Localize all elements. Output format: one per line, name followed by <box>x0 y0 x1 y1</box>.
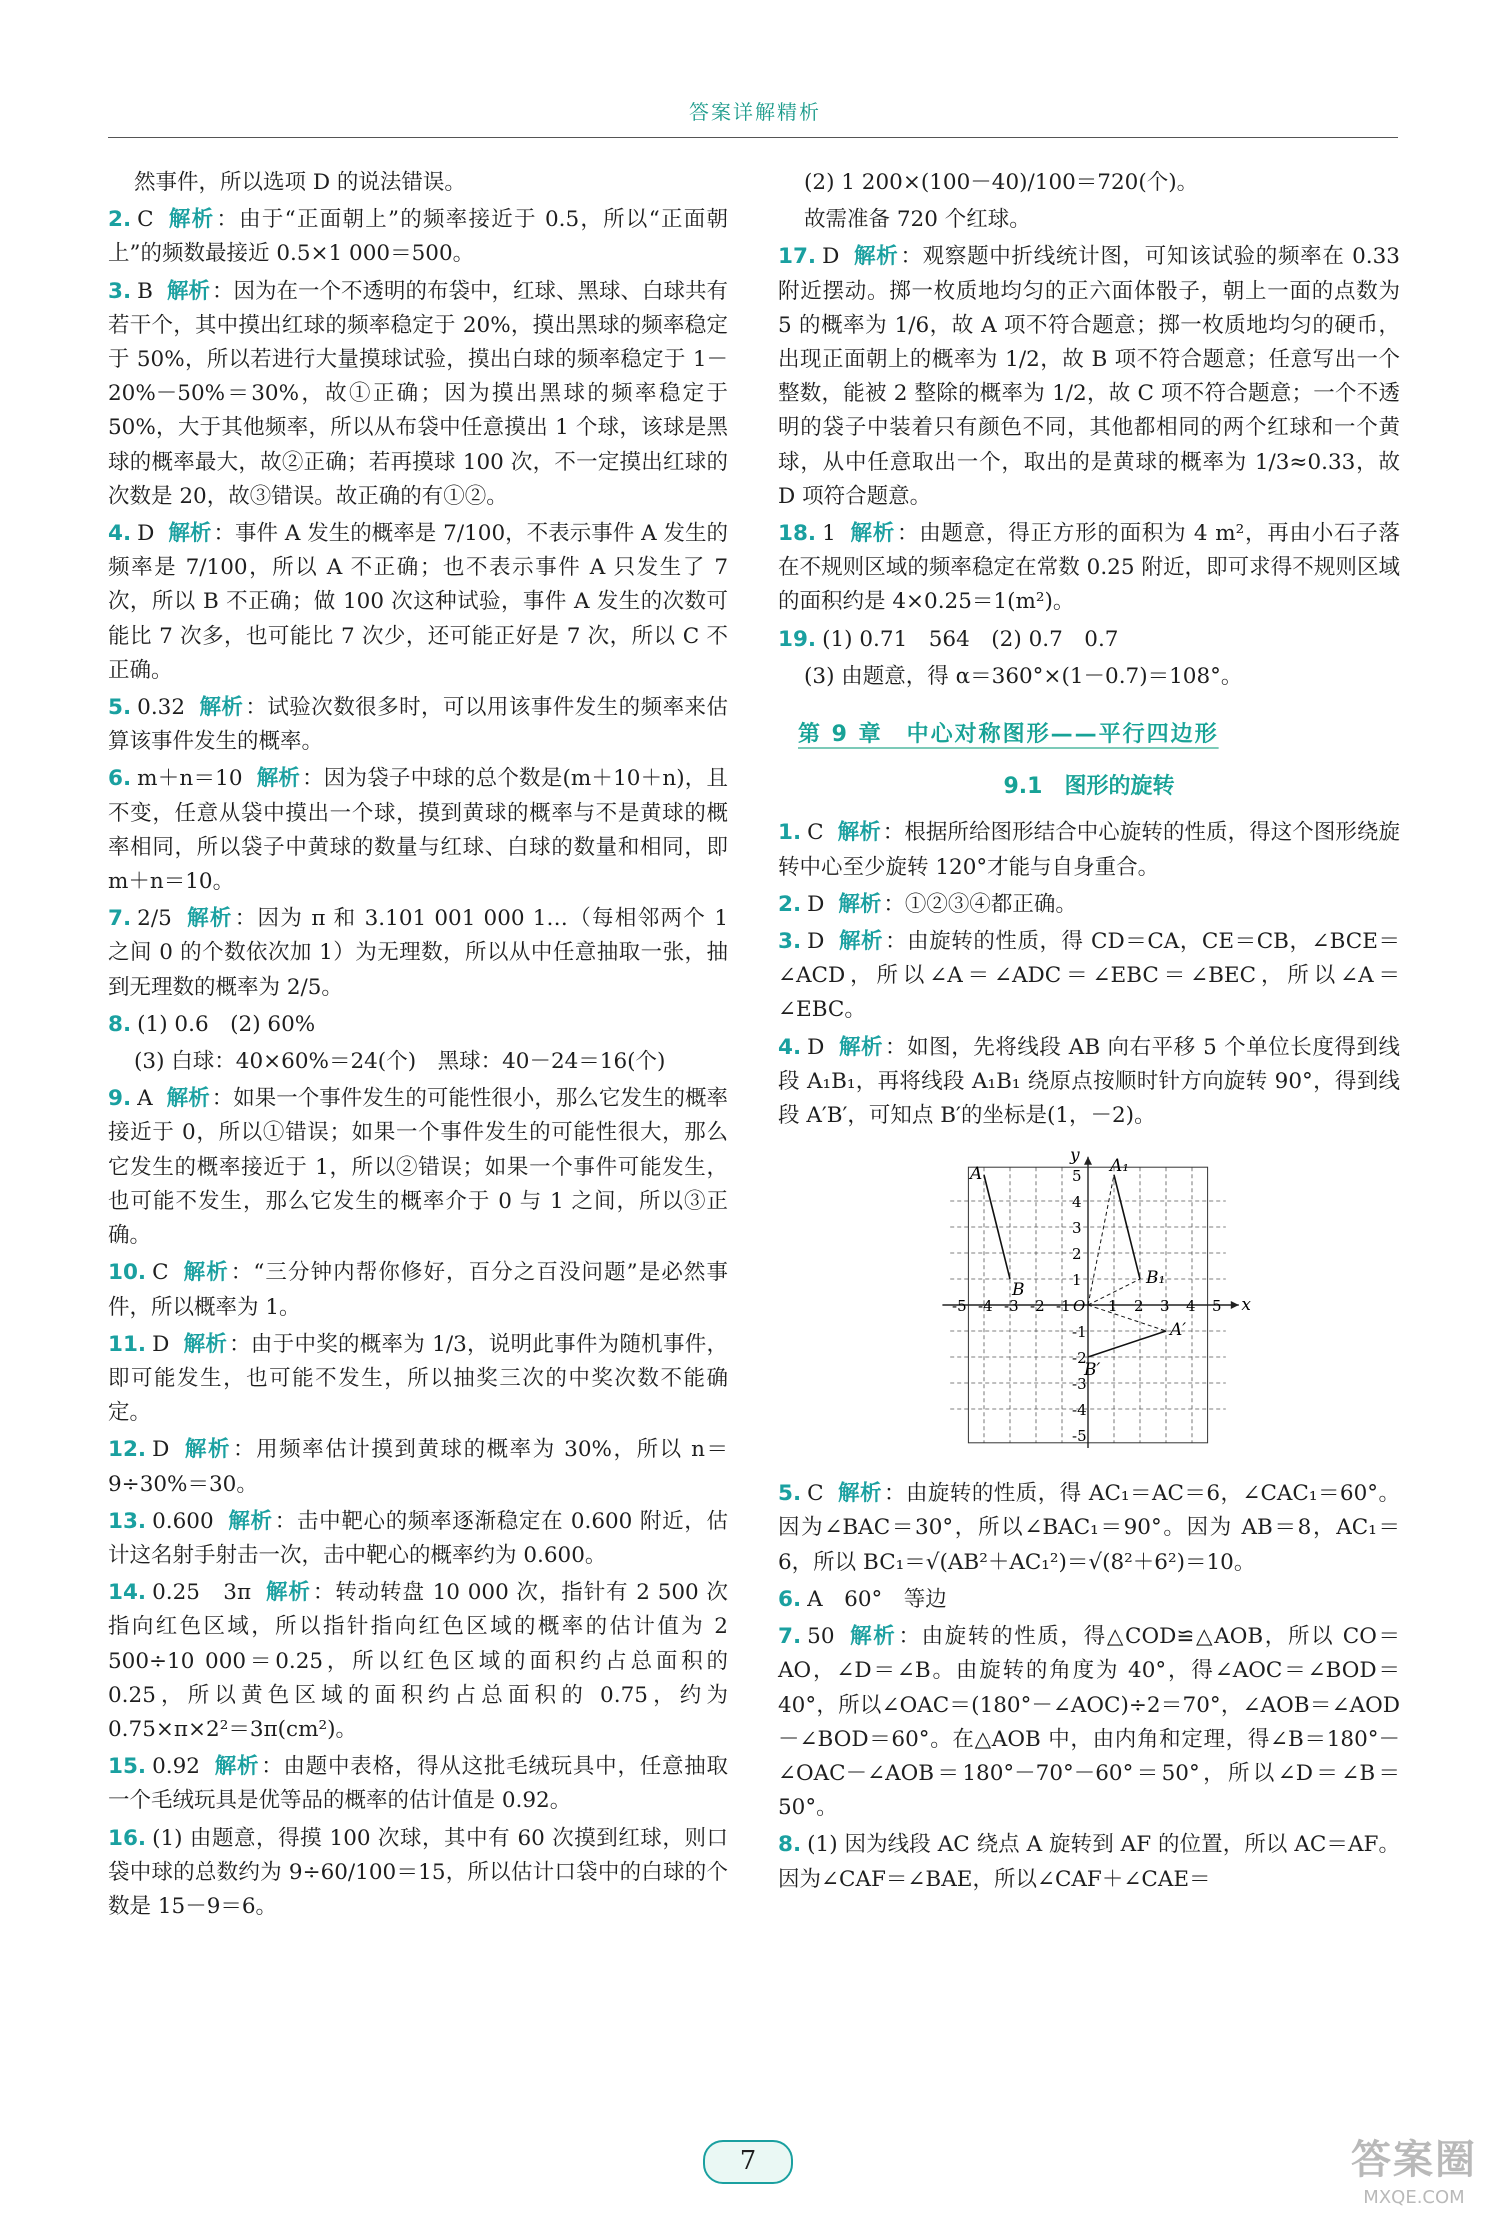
answer-item <box>778 1477 1400 1580</box>
x-tick-label: 1 <box>1108 1297 1118 1316</box>
answer-item <box>778 517 1400 620</box>
answer-item <box>108 1256 728 1324</box>
item-number: 7. <box>778 1624 802 1650</box>
x-tick-label: -1 <box>1056 1297 1071 1316</box>
item-number: 10. <box>108 1260 147 1286</box>
item-number: 8. <box>778 1832 802 1858</box>
x-tick-label: -4 <box>978 1297 993 1316</box>
item-answer: D <box>807 891 825 917</box>
right-answer-list-3 <box>778 1477 1400 1896</box>
item-text: ：因为在一个不透明的布袋中，红球、黑球、白球共有若干个，其中摸出红球的频率稳定于 20%，摸出黑球的频率稳定于 50%，所以若进行大量摸球试验，摸出白球的频率稳定于 1－20%－50%＝30%，故①正确；因为摸出黑球的频率稳定于 50%，大于其他频率，所以从布袋中任意摸出 1 个球，该球是黑球的概率最大，故②正确；若再摸球 100 次，不一定摸出红球的次数是 20，故③错误。故正确的有①②。 <box>108 278 728 509</box>
item-answer: 1 <box>822 521 836 547</box>
answer-item <box>108 1045 728 1079</box>
analysis-tag: 解析 <box>265 1580 311 1606</box>
y-tick-label: 1 <box>1072 1271 1082 1290</box>
item-text: (1) 因为线段 AC 绕点 A 旋转到 AF 的位置，所以 AC＝AF。因为∠CAF＝∠BAE，所以∠CAF＋∠CAE＝ <box>778 1832 1400 1892</box>
item-text: ：转动转盘 10 000 次，指针有 2 500 次指向红色区域，所以指针指向红色区域的概率的估计值为 2 500÷10 000＝0.25，所以红色区域的面积约占总面积的 0.25，所以黄色区域的面积约占总面积的 0.75，约为 0.75×π×2²＝3π(cm²)。 <box>108 1580 728 1742</box>
item-number: 4. <box>108 521 132 547</box>
item-text: (1) 由题意，得摸 100 次球，其中有 60 次摸到红球，则口袋中球的总数约为 9÷60/100＝15，所以估计口袋中的白球的个数是 15－9＝6。 <box>108 1825 728 1919</box>
item-text: (1) 0.6 (2) 60% <box>137 1011 316 1037</box>
point-label-a1: A₁ <box>1110 1156 1130 1177</box>
answer-item <box>108 1576 728 1747</box>
answer-item <box>778 240 1400 514</box>
answer-item <box>108 762 728 899</box>
analysis-tag: 解析 <box>183 1331 228 1357</box>
analysis-tag: 解析 <box>837 1481 882 1507</box>
dashed-OA2 <box>1088 1305 1166 1331</box>
analysis-tag: 解析 <box>849 521 896 547</box>
item-answer: D <box>137 521 155 547</box>
item-text: ：事件 A 发生的概率是 7/100，不表示事件 A 发生的频率是 7/100，所以 A 不正确；也不表示事件 A 只发生了 7 次，所以 B 不正确；做 100 次这种试验，事件 A 发生的次数可能比 7 次多，也可能比 7 次少，还可能正好是 7 次，所以 C 不正确。 <box>108 521 728 683</box>
answer-item <box>108 1505 728 1573</box>
watermark-logo: 答案圈 <box>1351 2137 1477 2183</box>
item-answer: 50 <box>807 1624 835 1650</box>
analysis-tag: 解析 <box>848 1624 897 1650</box>
analysis-tag: 解析 <box>168 521 212 547</box>
answer-item <box>778 660 1400 694</box>
item-number: 14. <box>108 1580 147 1606</box>
item-text: ：用频率估计摸到黄球的概率为 30%，所以 n＝9÷30%＝30。 <box>108 1437 728 1497</box>
answer-item <box>108 902 728 1005</box>
analysis-tag: 解析 <box>185 906 233 932</box>
answer-item <box>108 1328 728 1431</box>
answer-item <box>778 203 1400 237</box>
answer-item <box>108 1750 728 1818</box>
answer-item <box>108 1008 728 1042</box>
item-number: 5. <box>108 695 132 721</box>
item-answer: C <box>137 207 154 233</box>
y-tick-label: -1 <box>1072 1323 1087 1342</box>
item-text: ：“三分钟内帮你修好，百分之百没问题”是必然事件，所以概率为 1。 <box>108 1260 728 1320</box>
section-title: 9.1 图形的旋转 <box>1003 774 1175 800</box>
x-tick-label: -3 <box>1004 1297 1019 1316</box>
right-answer-list <box>778 166 1400 694</box>
chapter-title: 第 9 章 中心对称图形——平行四边形 <box>798 722 1219 748</box>
analysis-tag: 解析 <box>182 1260 229 1286</box>
item-answer: m＋n＝10 <box>137 766 243 792</box>
y-tick-label: 5 <box>1072 1167 1082 1186</box>
item-number: 2. <box>778 891 802 917</box>
item-text: ：①②③④都正确。 <box>883 891 1077 917</box>
watermark-url: MXQE.COM <box>1363 2187 1465 2208</box>
analysis-tag: 解析 <box>227 1508 273 1534</box>
item-answer: D <box>807 929 825 955</box>
header-title: 答案详解精析 <box>689 100 821 124</box>
analysis-tag: 解析 <box>166 278 210 304</box>
item-text: ：因为袋子中球的总个数是(m＋10＋n)，且不变，任意从袋中摸出一个球，摸到黄球的概率与不是黄球的概率相同，所以袋子中黄球的数量与红球、白球的数量和相同，即 m＋n＝10。 <box>108 766 728 895</box>
y-tick-label: -5 <box>1072 1427 1087 1446</box>
item-answer: 0.600 <box>152 1508 214 1534</box>
item-number: 3. <box>108 278 132 304</box>
answer-item <box>108 1822 728 1925</box>
point-label-b1: B₁ <box>1146 1268 1166 1289</box>
page-number: 7 <box>703 2140 793 2184</box>
item-text: ：击中靶心的频率逐渐稳定在 0.600 附近，估计这名射手射击一次，击中靶心的概率约为 0.600。 <box>108 1508 728 1568</box>
item-number: 1. <box>778 820 802 846</box>
item-text: (3) 由题意，得 α＝360°×(1－0.7)＝108°。 <box>804 663 1243 689</box>
x-tick-label: 5 <box>1212 1297 1222 1316</box>
analysis-tag: 解析 <box>166 1086 210 1112</box>
left-answer-list <box>108 166 728 1924</box>
item-number: 6. <box>108 766 132 792</box>
point-label-b: B <box>1012 1280 1025 1301</box>
answer-item <box>778 816 1400 884</box>
item-number: 15. <box>108 1754 147 1780</box>
answer-item <box>108 691 728 759</box>
item-number: 7. <box>108 906 132 932</box>
watermark <box>1330 2135 1498 2227</box>
item-text: ：由旋转的性质，得△COD≌△AOB，所以 CO＝AO，∠D＝∠B。由旋转的角度为 40°，得∠AOC＝∠BOD＝40°，所以∠OAC＝(180°－∠AOC)÷2＝70°，∠AOB＝∠AOD－∠BOD＝60°。在△AOB 中，由内角和定理，得∠B＝180°－∠OAC－∠AOB＝180°－70°－60°＝50°，所以∠D＝∠B＝50°。 <box>778 1624 1400 1821</box>
x-tick-label: 2 <box>1134 1297 1144 1316</box>
answer-item <box>778 1031 1400 1134</box>
answer-item <box>108 166 728 200</box>
item-text: A 60° 等边 <box>807 1586 947 1612</box>
analysis-tag: 解析 <box>256 766 301 792</box>
answer-item <box>778 1583 1400 1617</box>
point-label-a2: A′ <box>1170 1320 1187 1341</box>
y-axis-arrow <box>1084 1157 1092 1165</box>
item-text: ：如图，先将线段 AB 向右平移 5 个单位长度得到线段 A₁B₁，再将线段 A₁B₁ 绕原点按顺时针方向旋转 90°，得到线段 A′B′，可知点 B′的坐标是(1，－2)。 <box>778 1034 1400 1129</box>
item-answer: D <box>807 1034 825 1060</box>
y-tick-label: 3 <box>1072 1219 1082 1238</box>
y-tick-label: -2 <box>1072 1349 1087 1368</box>
point-label-a: A <box>970 1164 983 1185</box>
analysis-tag: 解析 <box>838 891 882 917</box>
analysis-tag: 解析 <box>853 244 899 270</box>
answer-item <box>108 1082 728 1253</box>
item-number: 12. <box>108 1437 147 1463</box>
item-answer: D <box>822 244 840 270</box>
right-answer-list-2 <box>778 816 1400 1133</box>
item-number: 2. <box>108 207 132 233</box>
item-number: 3. <box>778 929 802 955</box>
item-number: 8. <box>108 1011 132 1037</box>
header-divider <box>108 137 1398 138</box>
coordinate-graph <box>928 1145 1251 1455</box>
answer-item <box>108 1433 728 1501</box>
item-number: 6. <box>778 1586 802 1612</box>
item-text: (1) 0.71 564 (2) 0.7 0.7 <box>822 626 1119 652</box>
item-text: ：根据所给图形结合中心旋转的性质，得这个图形绕旋转中心至少旋转 120°才能与自身重合。 <box>778 820 1400 880</box>
item-text: ：由题中表格，得从这批毛绒玩具中，任意抽取一个毛绒玩具是优等品的概率的估计值是 0.92。 <box>108 1754 728 1814</box>
x-tick-label: -2 <box>1030 1297 1045 1316</box>
y-tick-label: 4 <box>1072 1193 1082 1212</box>
analysis-tag: 解析 <box>837 820 881 846</box>
answer-item <box>778 1828 1400 1896</box>
analysis-tag: 解析 <box>183 1437 232 1463</box>
answer-item <box>108 517 728 688</box>
item-text: ：由旋转的性质，得 CD＝CA，CE＝CB，∠BCE＝∠ACD，所以∠A＝∠ADC＝∠EBC＝∠BEC，所以∠A＝∠EBC。 <box>778 929 1400 1023</box>
origin-label: O <box>1073 1297 1086 1316</box>
item-text: ：由题意，得正方形的面积为 4 m²，再由小石子落在不规则区域的频率稳定在常数 0.25 附近，即可求得不规则区域的面积约是 4×0.25＝1(m²)。 <box>778 521 1400 615</box>
answer-item <box>778 888 1400 922</box>
item-number: 17. <box>778 244 817 270</box>
item-answer: C <box>807 820 824 846</box>
item-text: ：由旋转的性质，得 AC₁＝AC＝6，∠CAC₁＝60°。因为∠BAC＝30°，所以∠BAC₁＝90°。因为 AB＝8，AC₁＝6，所以 BC₁＝√(AB²＋AC₁²)＝√(8²＋6²)＝10。 <box>778 1481 1400 1575</box>
item-text: ：观察题中折线统计图，可知该试验的频率在 0.33 附近摆动。掷一枚质地均匀的正六面体骰子，朝上一面的点数为 5 的概率为 1/6，故 A 项不符合题意；掷一枚质地均匀的硬币，出现正面朝上的概率为 1/2，故 B 项不符合题意；任意写出一个整数，能被 2 整除的概率为 1/2，故 C 项不符合题意；一个不透明的袋子中装着只有颜色不同，其他都相同的两个红球和一个黄球，从中任意取出一个，取出的是黄球的概率为 1/3≈0.33，故 D 项符合题意。 <box>778 244 1400 509</box>
item-number: 19. <box>778 626 817 652</box>
item-number: 4. <box>778 1034 802 1060</box>
x-tick-label: 4 <box>1186 1297 1196 1316</box>
item-answer: 0.32 <box>137 695 186 721</box>
answer-item <box>108 203 728 271</box>
x-axis-arrow <box>1231 1301 1239 1309</box>
answer-item <box>778 1620 1400 1825</box>
analysis-tag: 解析 <box>838 929 884 955</box>
segment-A2B2 <box>1088 1331 1166 1357</box>
item-answer: C <box>807 1481 824 1507</box>
y-tick-label: -3 <box>1072 1375 1087 1394</box>
analysis-tag: 解析 <box>167 207 215 233</box>
item-answer: 0.25 3π <box>152 1580 252 1606</box>
analysis-tag: 解析 <box>838 1034 884 1060</box>
left-column <box>108 166 728 1927</box>
answer-item <box>778 166 1400 200</box>
item-text: (2) 1 200×(100－40)/100＝720(个)。 <box>804 170 1199 195</box>
item-answer: A <box>137 1086 153 1112</box>
item-number: 16. <box>108 1825 147 1851</box>
item-number: 9. <box>108 1086 132 1112</box>
y-axis-label: y <box>1070 1145 1080 1166</box>
analysis-tag: 解析 <box>213 1754 260 1780</box>
item-text: ：试验次数很多时，可以用该事件发生的频率来估算该事件发生的概率。 <box>108 695 728 755</box>
item-number: 18. <box>778 521 817 547</box>
answer-item <box>778 623 1400 657</box>
y-tick-label: 2 <box>1072 1245 1082 1264</box>
x-axis-label: x <box>1241 1295 1251 1316</box>
item-answer: 0.92 <box>152 1754 200 1780</box>
coordinate-graph-svg <box>928 1145 1251 1455</box>
item-text: 故需准备 720 个红球。 <box>804 207 1031 233</box>
dashed-OA1 <box>1088 1175 1114 1305</box>
item-text: 然事件，所以选项 D 的说法错误。 <box>134 170 466 195</box>
item-number: 5. <box>778 1481 802 1507</box>
answer-item <box>108 275 728 514</box>
analysis-tag: 解析 <box>199 695 244 721</box>
item-answer: B <box>137 278 153 304</box>
answer-item <box>778 925 1400 1028</box>
item-answer: C <box>152 1260 169 1286</box>
item-number: 13. <box>108 1508 147 1534</box>
item-text: ：由于“正面朝上”的频率接近于 0.5，所以“正面朝上”的频数最接近 0.5×1 000＝500。 <box>108 207 728 267</box>
item-answer: D <box>152 1331 170 1357</box>
x-tick-label: -5 <box>952 1297 967 1316</box>
item-text: (3) 白球：40×60%＝24(个) 黑球：40－24＝16(个) <box>134 1049 666 1075</box>
item-text: ：由于中奖的概率为 1/3，说明此事件为随机事件，即可能发生，也可能不发生，所以抽奖三次的中奖次数不能确定。 <box>108 1331 728 1426</box>
item-answer: D <box>152 1437 170 1463</box>
item-text: ：因为 π 和 3.101 001 000 1…（每相邻两个 1 之间 0 的个数依次加 1）为无理数，所以从中任意抽取一张，抽到无理数的概率为 2/5。 <box>108 906 728 1000</box>
x-tick-label: 3 <box>1160 1297 1170 1316</box>
right-column <box>778 166 1400 1900</box>
item-answer: 2/5 <box>137 906 172 932</box>
item-text: ：如果一个事件发生的可能性很小，那么它发生的概率接近于 0，所以①错误；如果一个事件发生的可能性很大，那么它发生的概率接近于 1，所以②错误；如果一个事件可能发生，也可能不发生，那么它发生的概率介于 0 与 1 之间，所以③正确。 <box>108 1086 728 1249</box>
point-label-b2: B′ <box>1084 1360 1101 1381</box>
y-tick-label: -4 <box>1072 1401 1087 1420</box>
item-number: 11. <box>108 1331 147 1357</box>
